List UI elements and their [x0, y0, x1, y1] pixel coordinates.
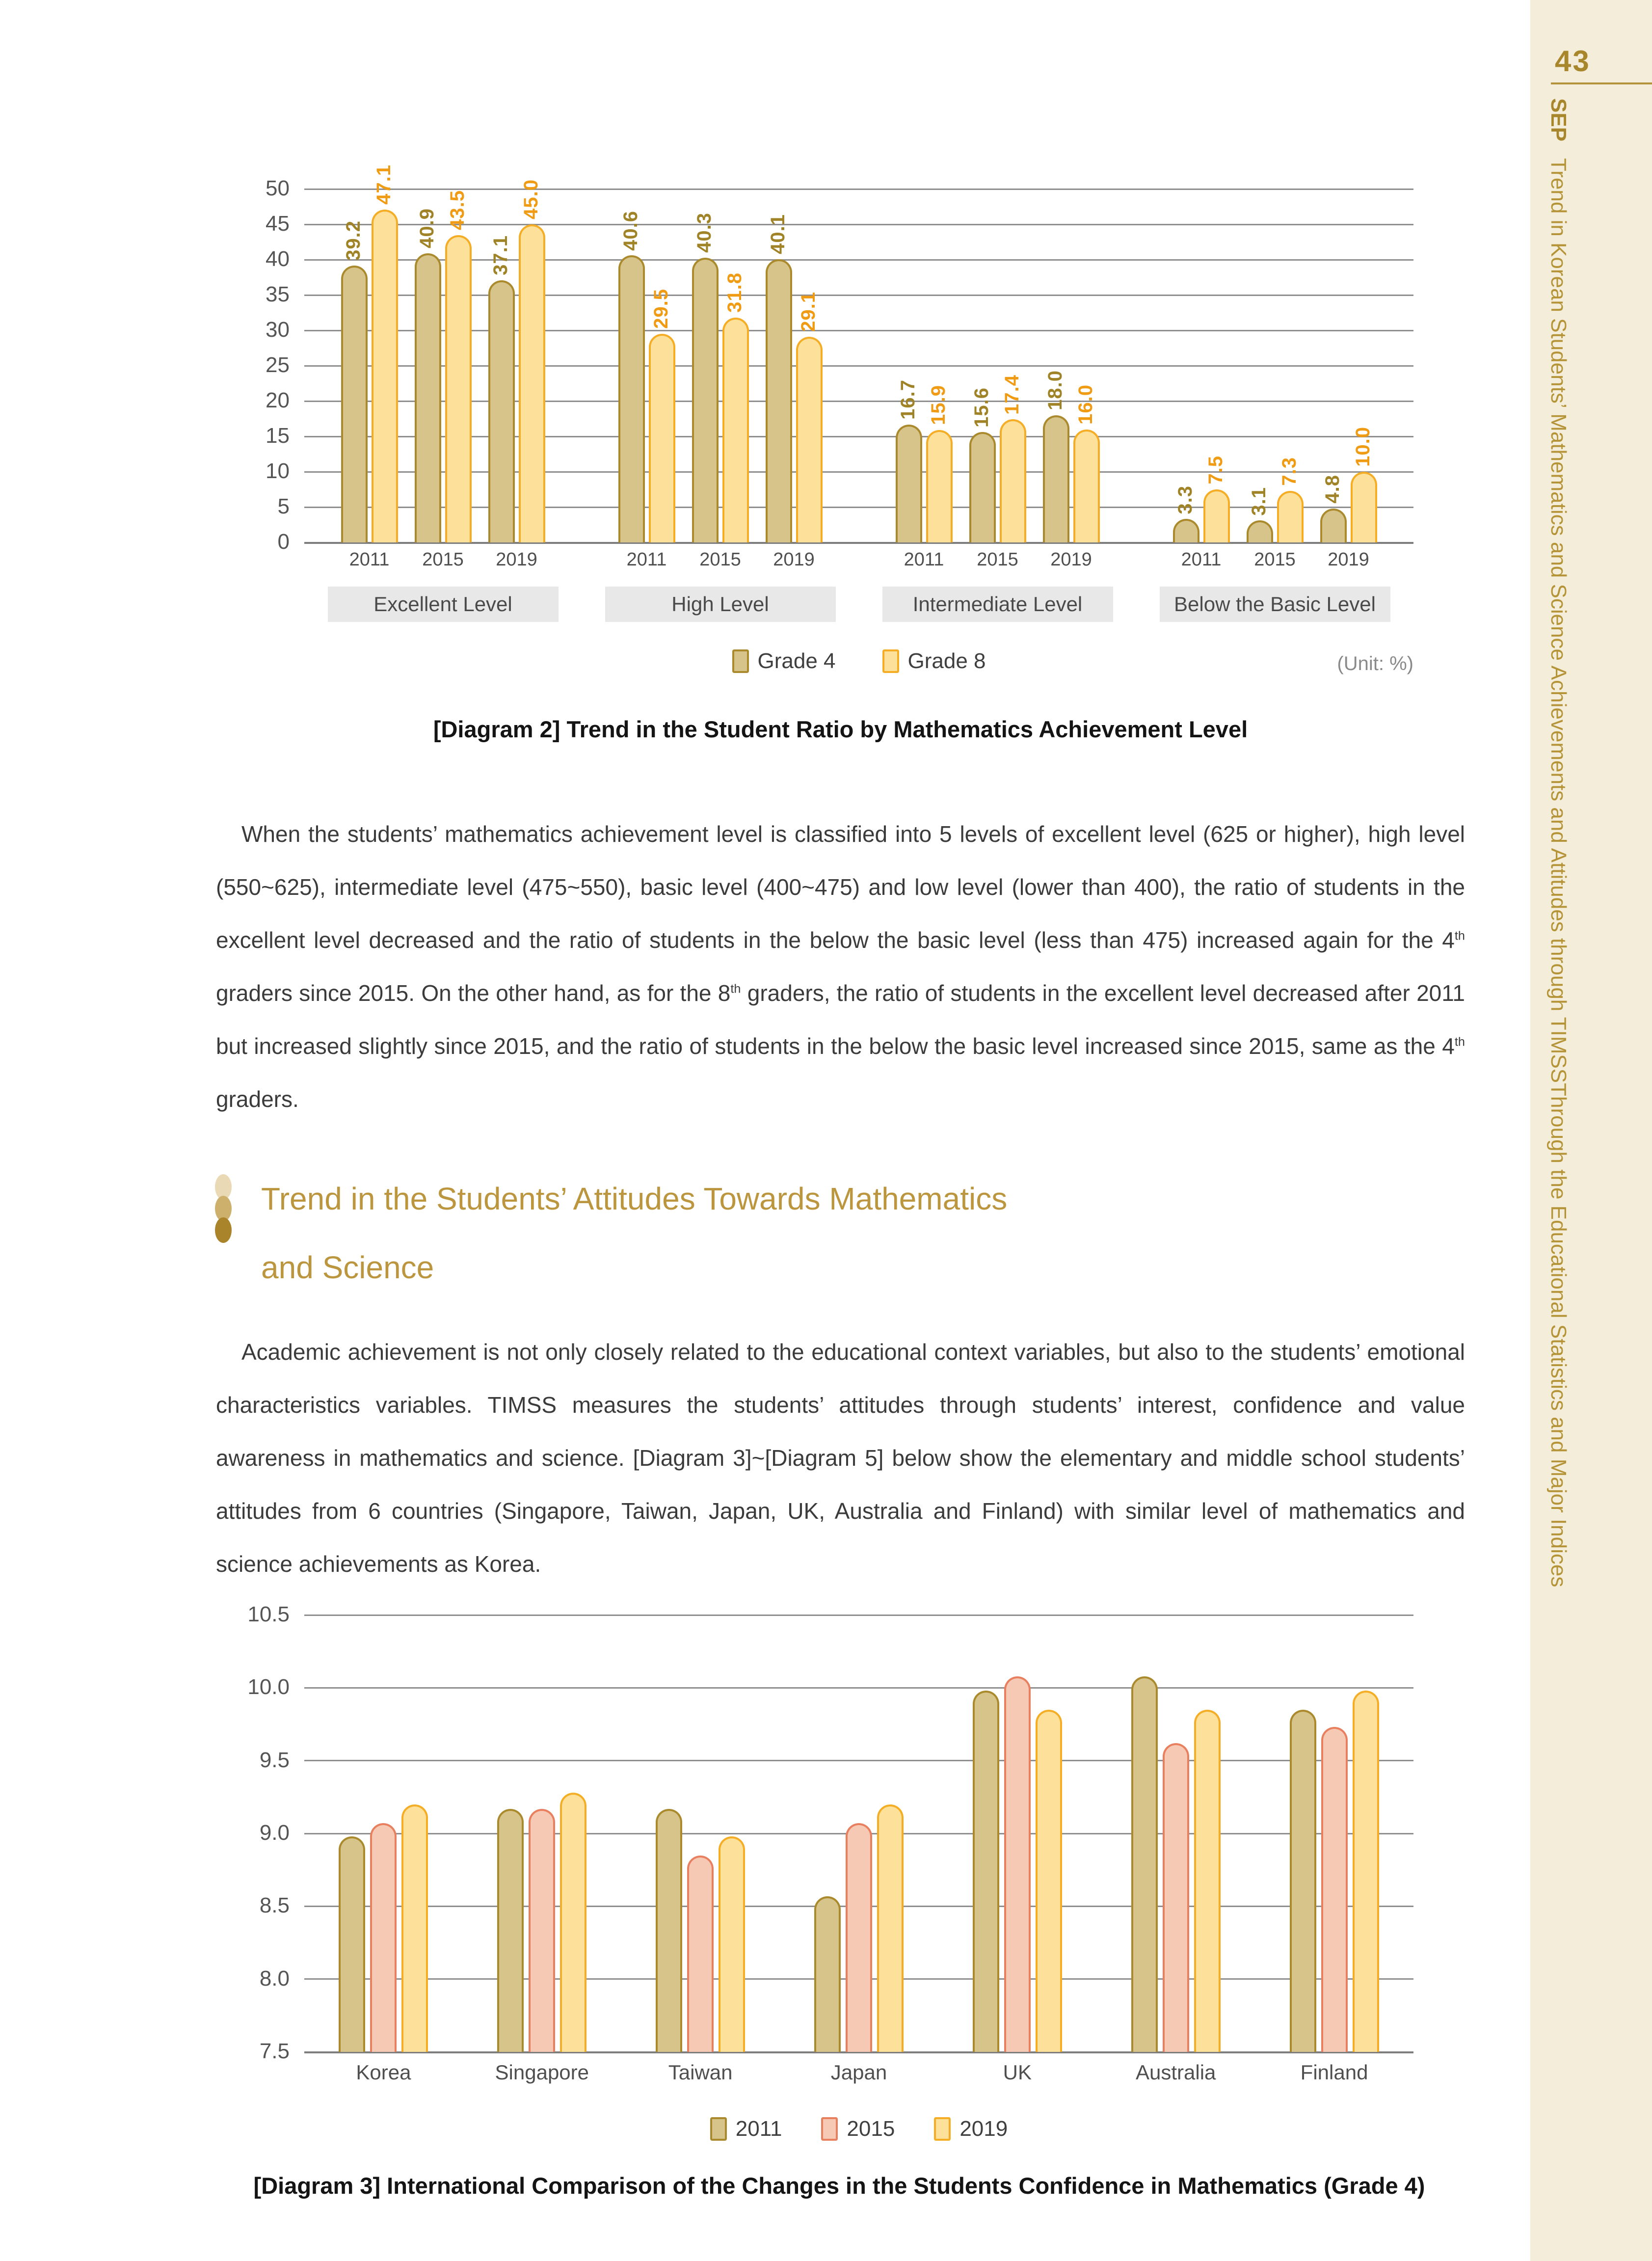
legend-item-2019 [934, 2117, 1008, 2141]
y-tick-label: 7.5 [259, 2039, 290, 2063]
bar-value-label: 10.0 [1352, 427, 1374, 467]
bar-value-label: 45.0 [520, 179, 542, 219]
diagram3-chart [247, 1602, 1413, 2084]
diagram3-caption: [Diagram 3] International Comparison of the Changes in the Students Confidence in Mathematics (Grade 4) [253, 2173, 1425, 2199]
bar-value-label: 17.4 [1001, 374, 1023, 415]
bar [973, 1691, 999, 2052]
bar [1173, 519, 1199, 542]
bar [926, 430, 953, 542]
bar [1290, 1710, 1316, 2052]
bar [692, 258, 719, 542]
group-label: Excellent Level [328, 587, 559, 622]
bar [560, 1793, 586, 2052]
bar-value-label: 40.6 [619, 210, 641, 251]
bar [1203, 489, 1230, 542]
group-label: High Level [605, 587, 836, 622]
bar [1036, 1710, 1062, 2052]
gridline [304, 1687, 1413, 1689]
y-tick-label: 9.5 [259, 1748, 290, 1772]
bar-value-label: 37.1 [489, 235, 511, 275]
bar [1247, 520, 1273, 542]
bar [1043, 415, 1069, 542]
y-tick-label: 15 [266, 424, 290, 448]
country-label: Singapore [495, 2061, 589, 2084]
y-tick-label: 10.0 [247, 1675, 290, 1699]
bar [497, 1809, 524, 2052]
bar [529, 1809, 555, 2052]
bar [415, 253, 441, 542]
bar-value-label: 29.5 [650, 289, 672, 329]
paragraph-achievement-levels: When the students’ mathematics achievement level is classified into 5 levels of excellent level (625 or higher), high level (550~625), intermediate level (475~550), basic level (400~475) and low level (lower than 400), the ratio of students in the excellent level decreased and the ratio of students in the below the basic level (less than 475) increased again for the 4th graders since 2015. On the other hand, as for the 8th graders, the ratio of students in the excellent level decreased after 2011 but increased slightly since 2015, and the ratio of students in the below the basic level increased since 2015, same as the 4th graders. [216, 821, 1465, 1112]
bar [1277, 491, 1304, 542]
bar-value-label: 7.3 [1278, 457, 1300, 486]
gridline [304, 224, 1413, 225]
y-tick-label: 0 [277, 530, 290, 554]
legend-label: Grade 8 [907, 649, 986, 673]
y-tick-label: 5 [277, 494, 290, 518]
grade4-swatch-icon [732, 649, 749, 673]
bar [796, 337, 823, 542]
bar [877, 1804, 904, 2052]
year-label: 2011 [626, 549, 667, 570]
y-tick-label: 8.0 [259, 1966, 290, 1991]
bar [722, 318, 749, 542]
y-tick-label: 30 [266, 318, 290, 342]
page-number: 43 [1555, 45, 1591, 78]
country-label: Taiwan [668, 2061, 733, 2084]
year-label: 2019 [496, 549, 537, 570]
bar [656, 1809, 682, 2052]
y-tick-label: 20 [266, 388, 290, 412]
year-swatch-icon [710, 2117, 727, 2141]
y-tick-label: 10.5 [247, 1602, 290, 1626]
legend-label: 2019 [959, 2117, 1008, 2141]
legend-item-grade8 [882, 649, 986, 673]
unit-label: (Unit: %) [1337, 653, 1413, 674]
gridline [304, 188, 1413, 190]
legend-item-2015 [821, 2117, 895, 2141]
bar-value-label: 47.1 [373, 164, 395, 205]
diagram3-legend [304, 2117, 1413, 2141]
year-label: 2011 [904, 549, 944, 570]
bar [814, 1896, 841, 2052]
chapter-label: SEP [1546, 98, 1571, 142]
year-label: 2011 [1181, 549, 1222, 570]
country-label: Finland [1300, 2061, 1368, 2084]
bar [445, 235, 472, 542]
sidebar-vertical-title [1546, 98, 1571, 1865]
bar-value-label: 39.2 [342, 220, 364, 261]
year-swatch-icon [821, 2117, 838, 2141]
bar-value-label: 15.6 [970, 387, 992, 428]
bar-value-label: 18.0 [1044, 370, 1066, 410]
diagram2-caption: [Diagram 2] Trend in the Student Ratio by Mathematics Achievement Level [433, 716, 1248, 742]
vertical-title-text: Trend in Korean Students’ Mathematics and Science Achievements and Attitudes through TIMSSThrough the Educational Statistics and Major Indices [1546, 158, 1571, 1588]
section-heading-line1: Trend in the Students’ Attitudes Towards Mathematics [261, 1181, 1008, 1216]
country-label: Korea [356, 2061, 411, 2084]
bar [1353, 1691, 1379, 2052]
bar [846, 1823, 872, 2052]
y-tick-label: 25 [266, 353, 290, 377]
section-heading-line2: and Science [261, 1250, 434, 1285]
y-tick-label: 9.0 [259, 1821, 290, 1845]
bar [1351, 472, 1377, 542]
bar-value-label: 29.1 [797, 292, 819, 332]
y-tick-label: 40 [266, 247, 290, 271]
bar-value-label: 3.1 [1248, 486, 1270, 516]
bar [1321, 1727, 1348, 2052]
year-label: 2019 [773, 549, 815, 570]
bar-value-label: 16.0 [1074, 384, 1096, 425]
grade8-swatch-icon [882, 649, 899, 673]
bar [1194, 1710, 1221, 2052]
bar [519, 224, 545, 542]
bar [372, 210, 398, 542]
bar [719, 1836, 745, 2052]
legend-label: Grade 4 [757, 649, 836, 673]
y-tick-label: 8.5 [259, 1893, 290, 1918]
bar [1004, 1676, 1031, 2052]
bar [341, 266, 368, 542]
bar-value-label: 15.9 [927, 385, 949, 426]
year-label: 2011 [349, 549, 390, 570]
bar [401, 1804, 428, 2052]
bar [1131, 1676, 1158, 2052]
bar [1320, 509, 1347, 542]
bar [649, 334, 675, 542]
gridline [304, 1760, 1413, 1761]
year-label: 2015 [1254, 549, 1296, 570]
bar [766, 259, 792, 542]
y-tick-label: 45 [266, 212, 290, 236]
bar [488, 280, 515, 542]
y-tick-label: 10 [266, 459, 290, 483]
bar-value-label: 43.5 [446, 189, 468, 230]
year-label: 2015 [422, 549, 464, 570]
gridline [304, 1615, 1413, 1616]
paragraph-attitudes-intro: Academic achievement is not only closely related to the educational context variables, but also to the students’ emotional characteristics variables. TIMSS measures the students’ attitudes through students’ interest, confidence and value awareness in mathematics and science. [Diagram 3]~[Diagram 5] below show the elementary and middle school students’ attitudes from 6 countries (Singapore, Taiwan, Japan, UK, Australia and Finland) with similar level of mathematics and science achievements as Korea. [216, 1339, 1465, 1577]
bar [370, 1823, 397, 2052]
bar [687, 1856, 714, 2052]
bar-value-label: 3.3 [1174, 485, 1196, 514]
bar-value-label: 7.5 [1204, 456, 1226, 484]
legend-label: 2011 [735, 2117, 782, 2141]
country-label: Australia [1136, 2061, 1216, 2084]
country-label: UK [1003, 2061, 1032, 2084]
diagram2-legend [304, 649, 1413, 673]
year-label: 2019 [1328, 549, 1369, 570]
bar [1000, 419, 1026, 542]
year-swatch-icon [934, 2117, 951, 2141]
bar-value-label: 4.8 [1321, 475, 1343, 504]
bar [339, 1836, 365, 2052]
section-heading [261, 1164, 1464, 1302]
bar [1073, 430, 1100, 542]
y-tick-label: 35 [266, 282, 290, 306]
page-number-rule [1551, 82, 1652, 84]
bar [1163, 1743, 1189, 2052]
bar [618, 255, 645, 542]
group-label: Intermediate Level [882, 587, 1113, 622]
diagram2-chart [266, 164, 1413, 616]
bar-value-label: 31.8 [723, 272, 746, 313]
bar-value-label: 16.7 [897, 379, 919, 420]
group-label: Below the Basic Level [1160, 587, 1390, 622]
legend-item-grade4 [732, 649, 836, 673]
country-label: Japan [830, 2061, 887, 2084]
year-label: 2015 [699, 549, 741, 570]
bar [896, 425, 922, 542]
legend-item-2011 [710, 2117, 782, 2141]
bar [969, 432, 996, 542]
bar-value-label: 40.1 [767, 214, 789, 254]
bar-value-label: 40.3 [693, 212, 715, 253]
section-bullet-icon [215, 1178, 233, 1243]
year-label: 2019 [1050, 549, 1092, 570]
y-tick-label: 50 [266, 176, 290, 200]
year-label: 2015 [977, 549, 1018, 570]
bar-value-label: 40.9 [416, 208, 438, 249]
legend-label: 2015 [847, 2117, 895, 2141]
